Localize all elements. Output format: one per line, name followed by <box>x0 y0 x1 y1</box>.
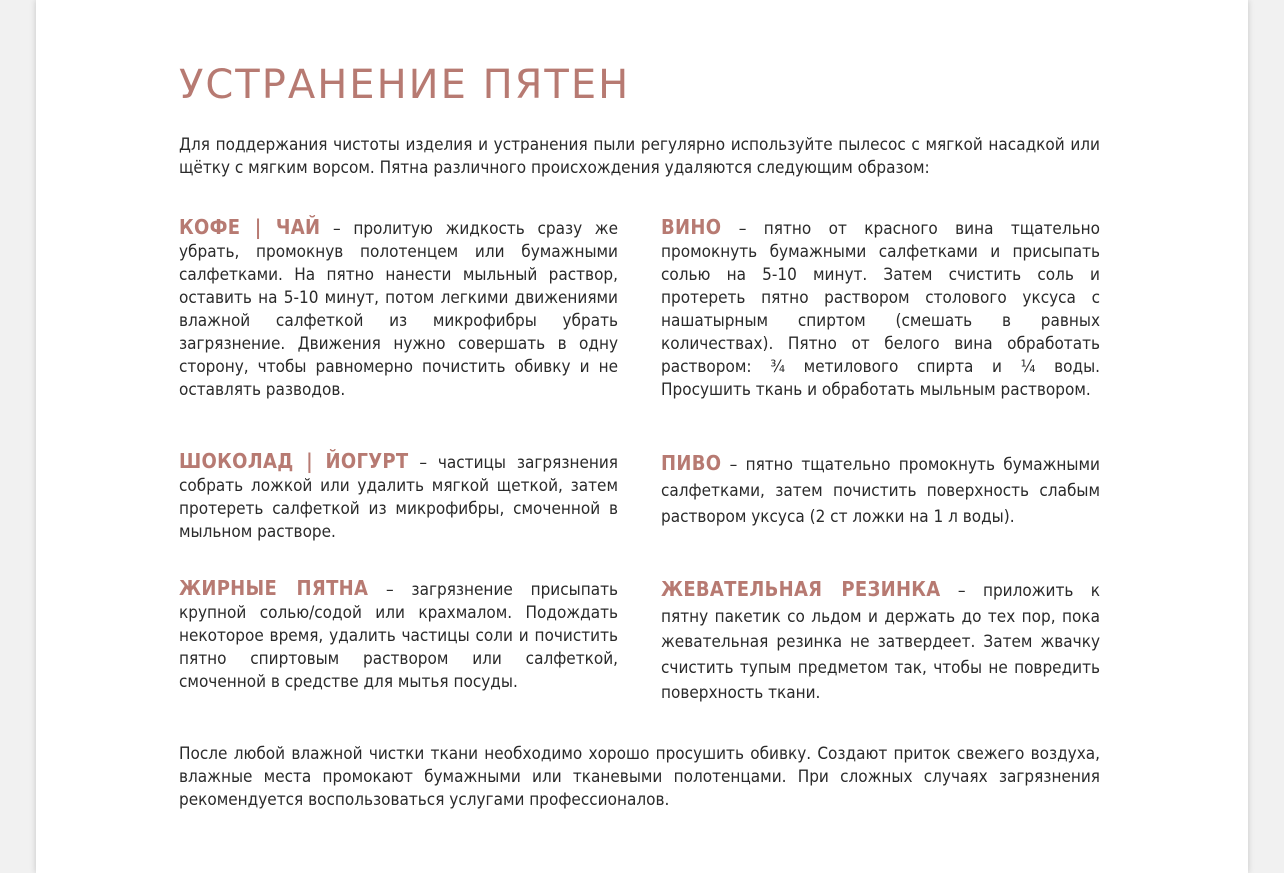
section-chewing-gum <box>661 577 1100 707</box>
section-text: – загрязнение присыпать крупной солью/содой или крахмалом. Подождать некоторое время, удалить частицы соли и почистить пятно спиртовым раствором или салфеткой, смоченной в средстве для мытья посуды. <box>179 580 618 692</box>
outro-paragraph: После любой влажной чистки ткани необходимо хорошо просушить обивку. Создают приток свежего воздуха, влажные места промокают бумажными или тканевыми полотенцами. При сложных случаях загрязнения рекомендуется воспользоваться услугами профессионалов. <box>179 744 1100 810</box>
section-heading: КОФЕ | ЧАЙ <box>179 215 321 239</box>
section-heading: ПИВО <box>661 451 722 475</box>
section-heading: ЖИРНЫЕ ПЯТНА <box>179 576 369 600</box>
intro-paragraph: Для поддержания чистоты изделия и устранения пыли регулярно используйте пылесос с мягкой насадкой или щётку с мягким ворсом. Пятна различного происхождения удаляются следующим образом: <box>179 135 1100 178</box>
section-text: – пятно от красного вина тщательно промокнуть бумажными салфетками и присыпать солью на 5-10 минут. Затем счистить соль и протереть пятно раствором столового уксуса с нашатырным спиртом (смешать в равных количествах). Пятно от белого вина обработать раствором: ¾ метилового спирта и ¼ воды. Просушить ткань и обработать мыльным раствором. <box>661 219 1100 400</box>
section-text: – пятно тщательно промокнуть бумажными салфетками, затем почистить поверхность слабым раствором уксуса (2 ст ложки на 1 л воды). <box>661 455 1100 527</box>
section-wine <box>661 216 1100 402</box>
page-title: УСТРАНЕНИЕ ПЯТЕН <box>179 62 631 108</box>
section-beer <box>661 450 1100 530</box>
section-heading: ШОКОЛАД | ЙОГУРТ <box>179 449 409 473</box>
section-grease-stains <box>179 577 618 694</box>
section-text: – частицы загрязнения собрать ложкой или удалить мягкой щеткой, затем протереть салфеткой из микрофибры, смоченной в мыльном растворе. <box>179 453 619 542</box>
section-text: – приложить к пятну пакетик со льдом и держать до тех пор, пока жевательная резинка не затвердеет. Затем жвачку счистить тупым предметом так, чтобы не повредить поверхность ткани. <box>661 581 1100 703</box>
section-chocolate-yogurt <box>179 450 618 544</box>
section-text: – пролитую жидкость сразу же убрать, промокнув полотенцем или бумажными салфетками. На пятно нанести мыльный раствор, оставить на 5-10 минут, потом легкими движениями влажной салфеткой из микрофибры убрать загрязнение. Движения нужно совершать в одну сторону, чтобы равномерно почистить обивку и не оставлять разводов. <box>179 219 618 400</box>
section-heading: ЖЕВАТЕЛЬНАЯ РЕЗИНКА <box>661 577 941 601</box>
section-heading: ВИНО <box>661 215 722 239</box>
document-page <box>36 0 1248 873</box>
section-coffee-tea <box>179 216 618 402</box>
